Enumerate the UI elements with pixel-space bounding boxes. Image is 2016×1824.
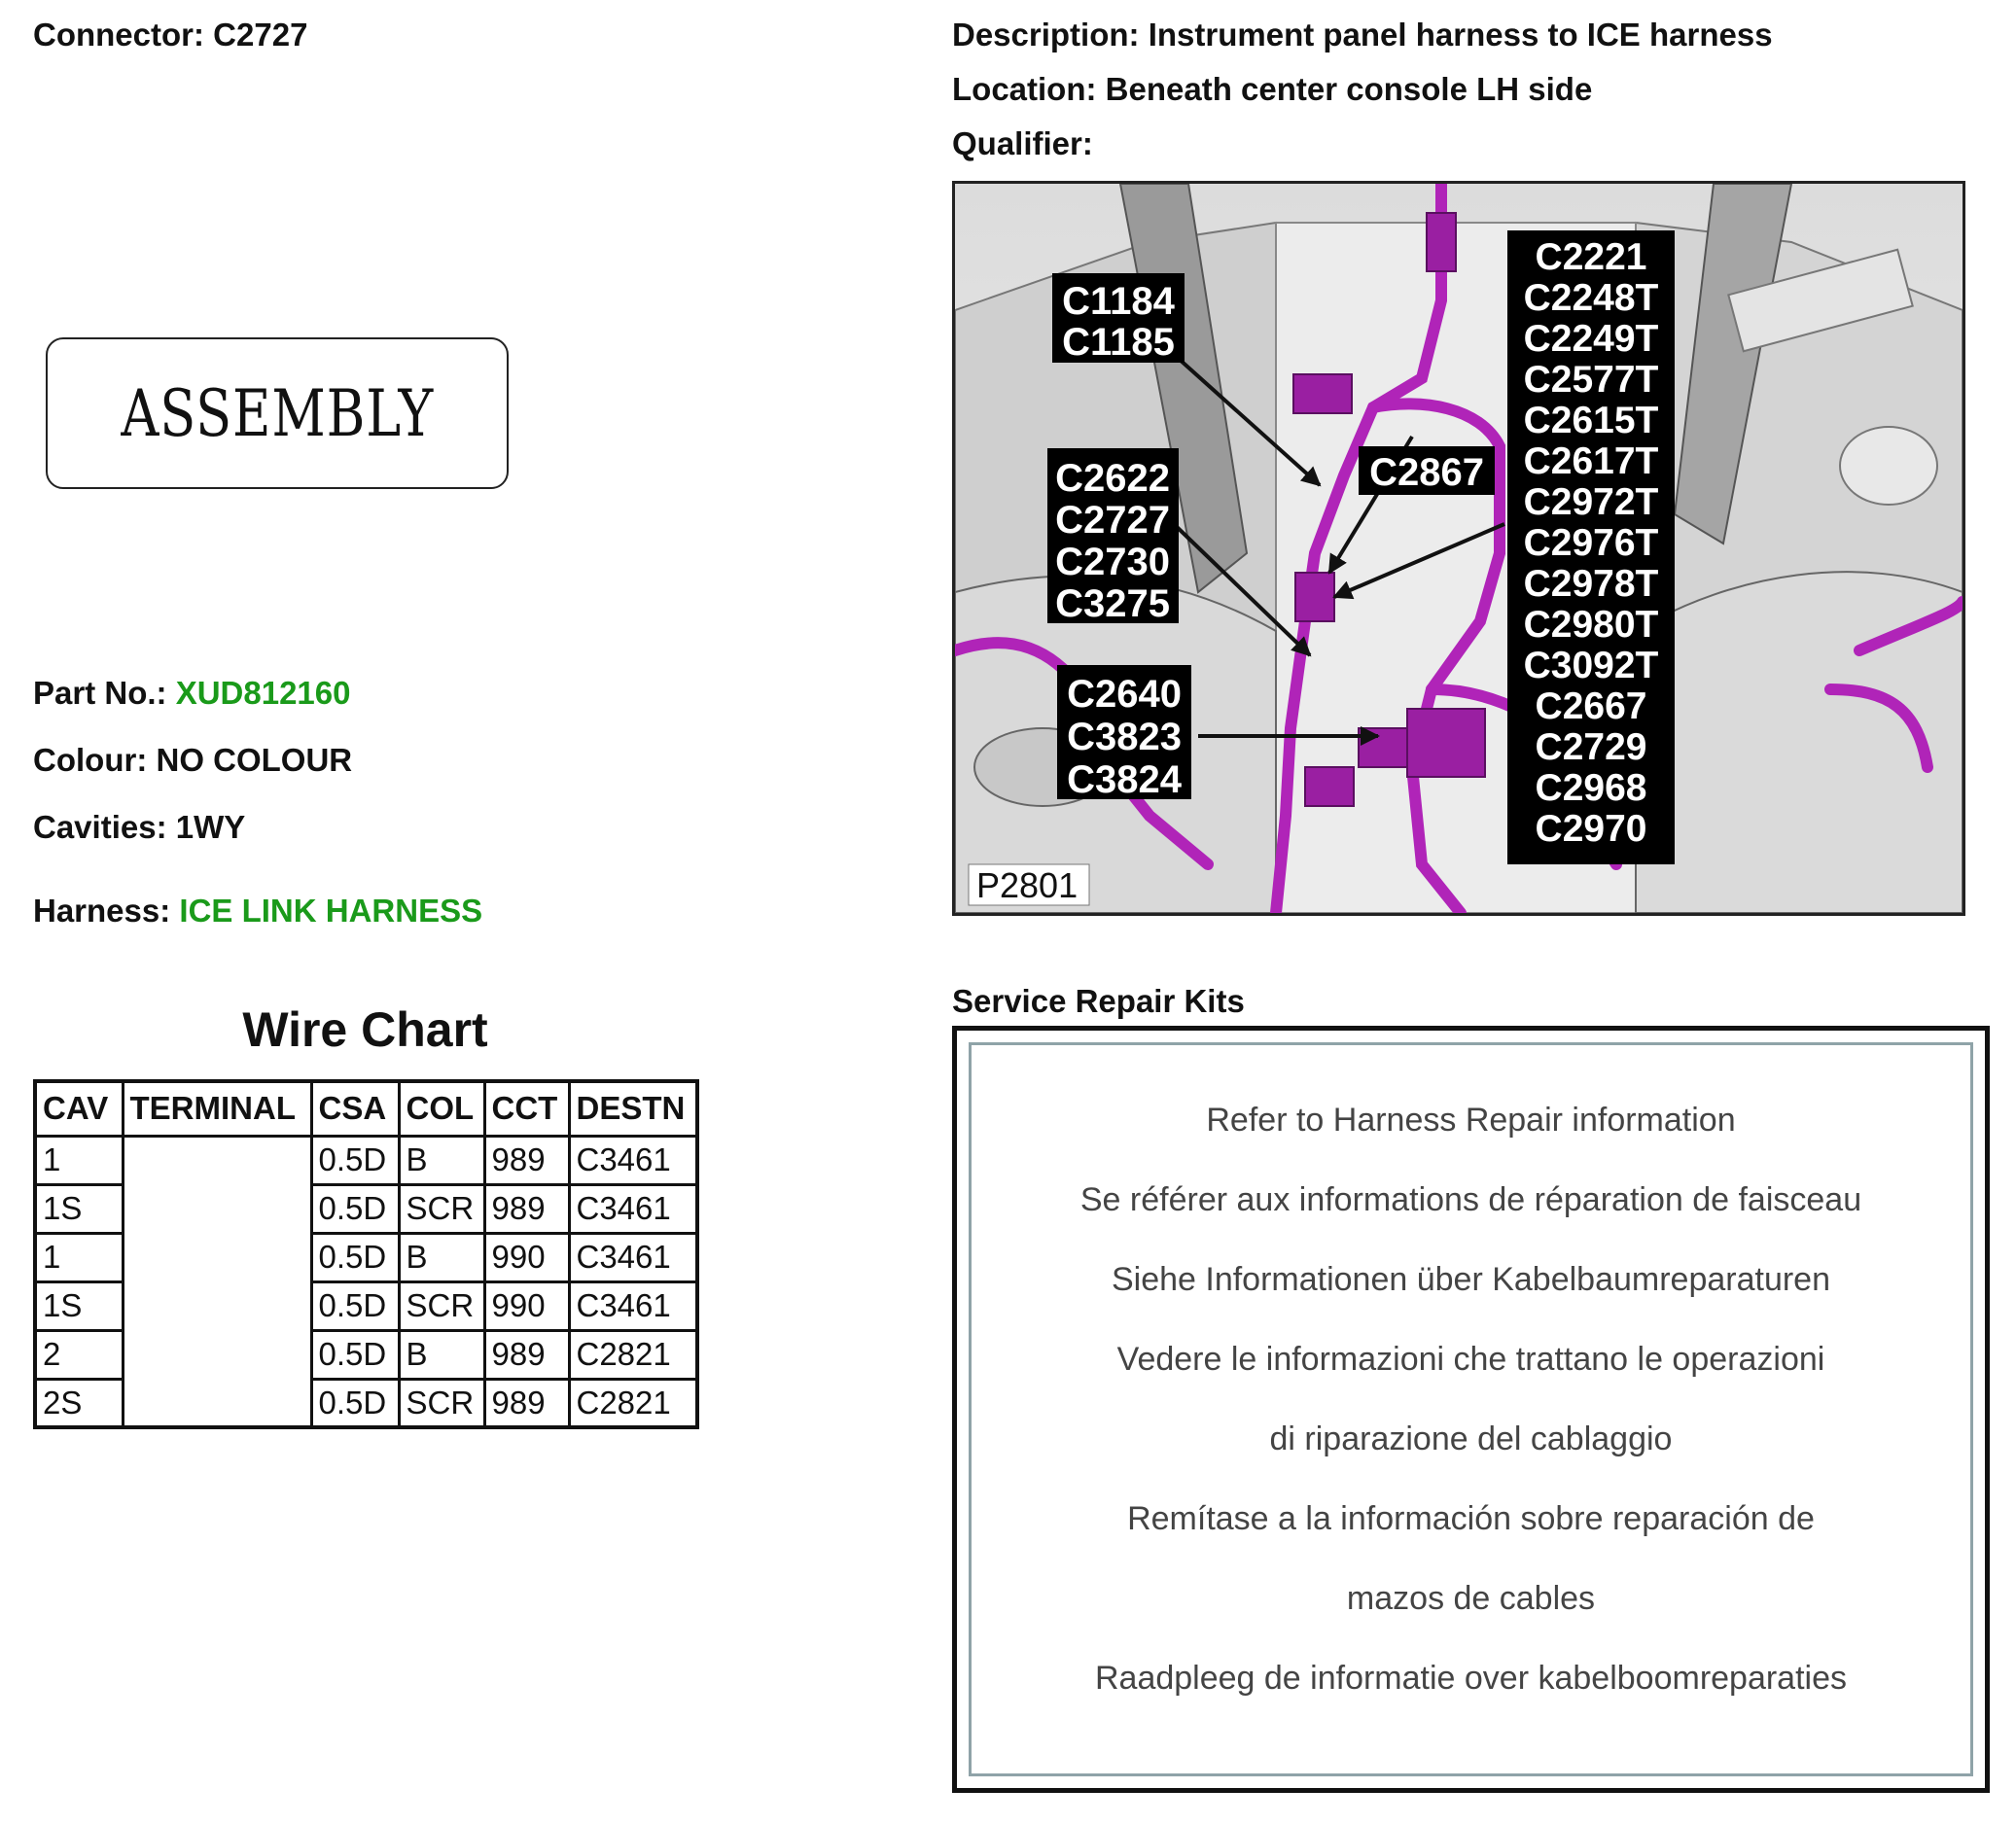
description-label: Description: <box>952 17 1140 53</box>
figure-id-text: P2801 <box>976 865 1079 905</box>
part-no-field <box>33 675 350 712</box>
kit-line: Vedere le informazioni che trattano le operazioni <box>1116 1341 1825 1378</box>
part-no-link[interactable]: XUD812160 <box>175 675 351 711</box>
cell-cct: 989 <box>484 1330 569 1379</box>
cell-terminal <box>123 1233 311 1281</box>
cell-col: SCR <box>399 1379 484 1427</box>
cell-destn: C2821 <box>569 1330 697 1379</box>
wire-chart-title: Wire Chart <box>242 1002 488 1057</box>
part-no-label: Part No.: <box>33 675 167 711</box>
label-group-b-4: C3275 <box>1055 582 1170 625</box>
kit-line: mazos de cables <box>1346 1580 1596 1617</box>
label-group-c-3: C3824 <box>1067 758 1182 801</box>
table-row <box>35 1281 697 1330</box>
kit-line: di riparazione del cablaggio <box>1269 1421 1673 1457</box>
label-group-c-2: C3823 <box>1067 716 1182 758</box>
header-col: COL <box>399 1081 484 1136</box>
cell-destn: C2821 <box>569 1379 697 1427</box>
cell-csa: 0.5D <box>311 1330 399 1379</box>
kit-line: Raadpleeg de informatie over kabelboomreparaties <box>1094 1660 1848 1697</box>
label-group-b-3: C2730 <box>1055 541 1170 583</box>
cavities-label: Cavities: <box>33 809 167 845</box>
label-group-b-1: C2622 <box>1055 457 1170 500</box>
header-csa: CSA <box>311 1081 399 1136</box>
location-diagram-svg <box>955 184 1963 913</box>
label-single-text: C2867 <box>1369 451 1484 494</box>
location-diagram <box>952 181 1965 916</box>
table-row <box>35 1233 697 1281</box>
cell-destn: C3461 <box>569 1184 697 1233</box>
label-group-d-8: C2976T <box>1523 522 1659 564</box>
qualifier-field <box>952 125 1093 162</box>
cell-destn: C3461 <box>569 1136 697 1184</box>
header-cav: CAV <box>35 1081 123 1136</box>
cell-cav: 2 <box>35 1330 123 1379</box>
label-group-d-7: C2972T <box>1523 481 1659 523</box>
cell-cav: 1 <box>35 1136 123 1184</box>
label-single <box>1359 446 1495 495</box>
kit-line: Remítase a la información sobre reparación de <box>1127 1500 1815 1537</box>
kit-line: Refer to Harness Repair information <box>1206 1102 1736 1139</box>
table-row <box>35 1184 697 1233</box>
location-field <box>952 71 1592 108</box>
harness-label: Harness: <box>33 893 171 929</box>
cell-cct: 990 <box>484 1233 569 1281</box>
cell-destn: C3461 <box>569 1233 697 1281</box>
harness-link[interactable]: ICE LINK HARNESS <box>179 893 483 929</box>
connector-field <box>33 17 307 53</box>
cell-cav: 1 <box>35 1233 123 1281</box>
cell-cct: 989 <box>484 1379 569 1427</box>
description-value: Instrument panel harness to ICE harness <box>1148 17 1773 53</box>
cell-terminal <box>123 1184 311 1233</box>
cell-col: B <box>399 1233 484 1281</box>
label-group-b <box>1047 448 1179 625</box>
label-group-a-2: C1185 <box>1062 321 1175 364</box>
table-row <box>35 1330 697 1379</box>
wire-chart-table <box>33 1079 699 1429</box>
header-destn: DESTN <box>569 1081 697 1136</box>
label-group-d-12: C2667 <box>1535 685 1647 727</box>
figure-id-tag <box>969 864 1089 905</box>
colour-label: Colour: <box>33 742 148 778</box>
cell-terminal <box>123 1379 311 1427</box>
kit-line: Siehe Informationen über Kabelbaumreparaturen <box>1111 1261 1831 1298</box>
label-group-d-3: C2249T <box>1523 318 1659 360</box>
label-group-d-4: C2577T <box>1523 359 1659 401</box>
label-group-d <box>1507 230 1675 864</box>
header-cct: CCT <box>484 1081 569 1136</box>
label-group-a-1: C1184 <box>1062 280 1175 323</box>
label-group-d-15: C2970 <box>1535 808 1647 850</box>
cell-col: B <box>399 1330 484 1379</box>
service-repair-kits-box <box>952 1026 1990 1793</box>
assembly-box <box>46 337 509 489</box>
label-group-d-9: C2978T <box>1523 563 1659 605</box>
cell-cct: 989 <box>484 1184 569 1233</box>
qualifier-label: Qualifier: <box>952 125 1093 161</box>
cell-terminal <box>123 1136 311 1184</box>
cell-csa: 0.5D <box>311 1281 399 1330</box>
label-group-d-13: C2729 <box>1535 726 1647 768</box>
label-group-d-11: C3092T <box>1523 645 1659 686</box>
wire-chart-header-row <box>35 1081 697 1136</box>
connector-value: C2727 <box>213 17 308 53</box>
label-group-b-2: C2727 <box>1055 499 1170 542</box>
label-group-d-6: C2617T <box>1523 440 1659 482</box>
cell-cct: 990 <box>484 1281 569 1330</box>
cell-csa: 0.5D <box>311 1379 399 1427</box>
cell-csa: 0.5D <box>311 1233 399 1281</box>
table-row <box>35 1379 697 1427</box>
label-group-d-10: C2980T <box>1523 604 1659 646</box>
cell-cav: 1S <box>35 1184 123 1233</box>
label-group-d-5: C2615T <box>1523 400 1659 441</box>
cavities-value: 1WY <box>175 809 246 845</box>
colour-field <box>33 742 352 779</box>
description-field <box>952 17 1773 53</box>
harness-field <box>33 893 482 930</box>
connector-label: Connector: <box>33 17 204 53</box>
location-label: Location: <box>952 71 1097 107</box>
cell-csa: 0.5D <box>311 1136 399 1184</box>
label-group-c-1: C2640 <box>1067 673 1182 716</box>
service-repair-kits-title: Service Repair Kits <box>952 983 1245 1019</box>
assembly-text: ASSEMBLY <box>121 375 434 451</box>
cell-col: B <box>399 1136 484 1184</box>
cell-cav: 2S <box>35 1379 123 1427</box>
colour-value: NO COLOUR <box>156 742 353 778</box>
cell-cav: 1S <box>35 1281 123 1330</box>
service-repair-kits-panel <box>969 1042 1973 1776</box>
label-group-a <box>1052 273 1185 364</box>
cavities-field <box>33 809 245 846</box>
label-group-c <box>1057 665 1191 801</box>
cell-cct: 989 <box>484 1136 569 1184</box>
location-value: Beneath center console LH side <box>1105 71 1593 107</box>
label-group-d-2: C2248T <box>1523 277 1659 319</box>
cell-destn: C3461 <box>569 1281 697 1330</box>
label-group-d-14: C2968 <box>1535 767 1647 809</box>
header-terminal: TERMINAL <box>123 1081 311 1136</box>
cell-csa: 0.5D <box>311 1184 399 1233</box>
cell-col: SCR <box>399 1281 484 1330</box>
kit-line: Se référer aux informations de réparation de faisceau <box>1079 1181 1862 1218</box>
cell-col: SCR <box>399 1184 484 1233</box>
cell-terminal <box>123 1330 311 1379</box>
cell-terminal <box>123 1281 311 1330</box>
table-row <box>35 1136 697 1184</box>
label-group-d-1: C2221 <box>1535 236 1647 278</box>
